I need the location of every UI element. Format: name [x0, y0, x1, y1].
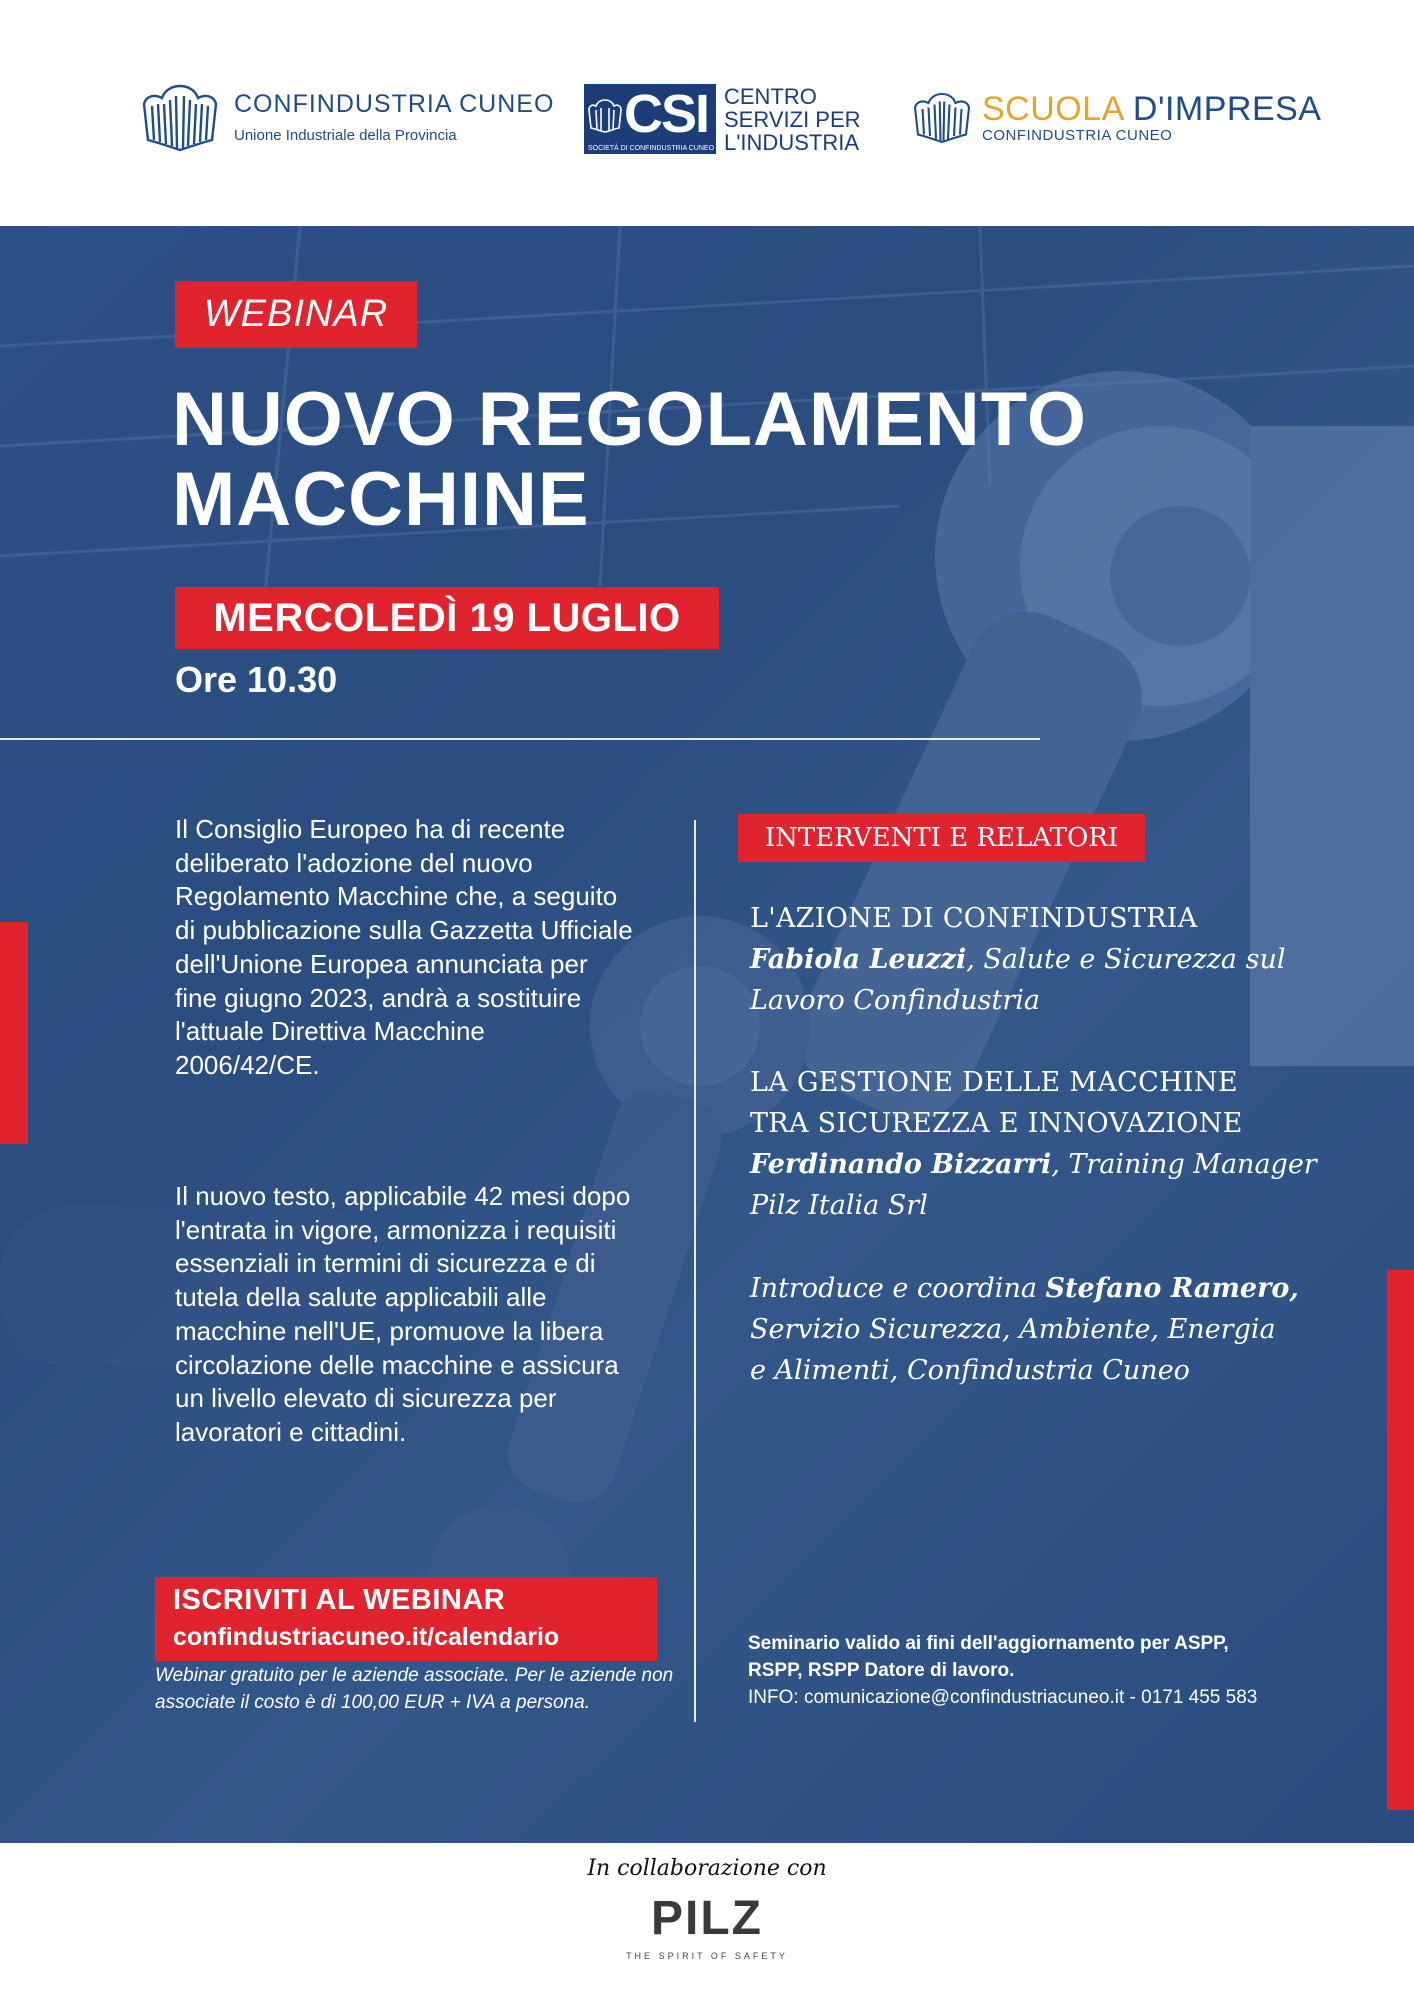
- event-date: MERCOLEDÌ 19 LUGLIO: [175, 587, 719, 649]
- title-line-1: NUOVO REGOLAMENTO: [172, 377, 1087, 462]
- horizontal-divider: [0, 738, 1040, 740]
- session-heading: TRA SICUREZZA E INNOVAZIONE: [750, 1108, 1243, 1139]
- moderator-role: e Alimenti, Confindustria Cuneo: [750, 1355, 1190, 1386]
- confindustria-subtitle: Unione Industriale della Provincia: [234, 127, 457, 144]
- eagle-icon: [912, 88, 972, 148]
- header-logos: [0, 0, 1414, 226]
- speaker-role: Lavoro Confindustria: [750, 985, 1040, 1016]
- csi-tiny-text: SOCIETÀ DI CONFINDUSTRIA CUNEO: [588, 145, 715, 152]
- speakers-tag: INTERVENTI E RELATORI: [738, 814, 1145, 862]
- speaker-name: Ferdinando Bizzarri: [750, 1149, 1052, 1180]
- speaker-line: Fabiola Leuzzi, Salute e Sicurezza sul: [750, 944, 1286, 975]
- description-paragraph-1: Il Consiglio Europeo ha di recente deliberato l'adozione del nuovo Regolamento Macchine che, a seguito di pubblicazione sulla Gazzetta Ufficiale dell'Unione Europea annunciata per fine giugno 2023, andrà a sostituire l'attuale Direttiva Macchine 2006/42/CE.: [175, 814, 633, 1080]
- csi-line-3: L'INDUSTRIA: [724, 129, 859, 155]
- register-label: ISCRIVITI AL WEBINAR: [173, 1584, 506, 1616]
- speaker-name: Fabiola Leuzzi: [750, 944, 967, 975]
- register-link[interactable]: confindustriacuneo.it/calendario: [173, 1623, 560, 1651]
- session-1: [750, 898, 1350, 1021]
- session-3: [750, 1268, 1350, 1391]
- scuola-subtitle: CONFINDUSTRIA CUNEO: [982, 127, 1173, 144]
- confindustria-title: CONFINDUSTRIA CUNEO: [234, 90, 555, 118]
- validity-line: RSPP, RSPP Datore di lavoro.: [748, 1660, 1015, 1681]
- eagle-icon: [588, 98, 622, 134]
- session-heading: LA GESTIONE DELLE MACCHINE: [750, 1067, 1238, 1098]
- speaker-role: Pilz Italia Srl: [750, 1190, 928, 1221]
- pricing-note: Webinar gratuito per le aziende associate. Per le aziende non associate il costo è di 100,00 EUR + IVA a persona.: [155, 1665, 674, 1713]
- vertical-divider: [694, 820, 696, 1722]
- left-accent-bar: [0, 922, 28, 1144]
- csi-line-2: SERVIZI PER: [724, 106, 861, 132]
- csi-letters: CSI: [624, 84, 709, 144]
- info-block: [748, 1630, 1368, 1711]
- register-button[interactable]: [155, 1577, 657, 1661]
- webinar-tag: WEBINAR: [175, 281, 417, 348]
- right-accent-bar: [1387, 1270, 1414, 1810]
- eagle-icon: [140, 80, 220, 156]
- confindustria-cuneo-logo: [140, 80, 554, 156]
- csi-logo: [584, 84, 861, 154]
- description-paragraph-2: Il nuovo testo, applicabile 42 mesi dopo l'entrata in vigore, armonizza i requisiti essenziali in termini di sicurezza e di tutela della salute applicabili alle macchine nell'UE, promuove la libera circolazione delle macchine e assicura un livello elevato di sicurezza per lavoratori e cittadini.: [175, 1181, 631, 1447]
- pilz-tagline: THE SPIRIT OF SAFETY: [626, 1951, 788, 1961]
- scuola-title: SCUOLA D'IMPRESA: [982, 90, 1322, 128]
- event-time: Ore 10.30: [175, 659, 338, 700]
- moderator-role: Servizio Sicurezza, Ambiente, Energia: [750, 1314, 1276, 1345]
- session-heading: L'AZIONE DI CONFINDUSTRIA: [750, 903, 1198, 934]
- page-title: [172, 377, 1272, 542]
- moderator-name: Stefano Ramero,: [1045, 1273, 1299, 1304]
- csi-box: [584, 84, 716, 154]
- csi-line-1: CENTRO: [724, 83, 817, 109]
- session-2: [750, 1062, 1350, 1226]
- moderator-line: Introduce e coordina Stefano Ramero,: [750, 1273, 1299, 1304]
- title-line-2: MACCHINE: [172, 457, 590, 542]
- validity-line: Seminario valido ai fini dell'aggiornamento per ASPP,: [748, 1633, 1229, 1654]
- scuola-impresa-logo: [912, 88, 1321, 148]
- speaker-line: Ferdinando Bizzarri, Training Manager: [750, 1149, 1317, 1180]
- pilz-logo: PILZ: [651, 1892, 763, 1945]
- contact-line[interactable]: INFO: comunicazione@confindustriacuneo.it - 0171 455 583: [748, 1687, 1258, 1708]
- collaboration-label: In collaborazione con: [587, 1856, 827, 1881]
